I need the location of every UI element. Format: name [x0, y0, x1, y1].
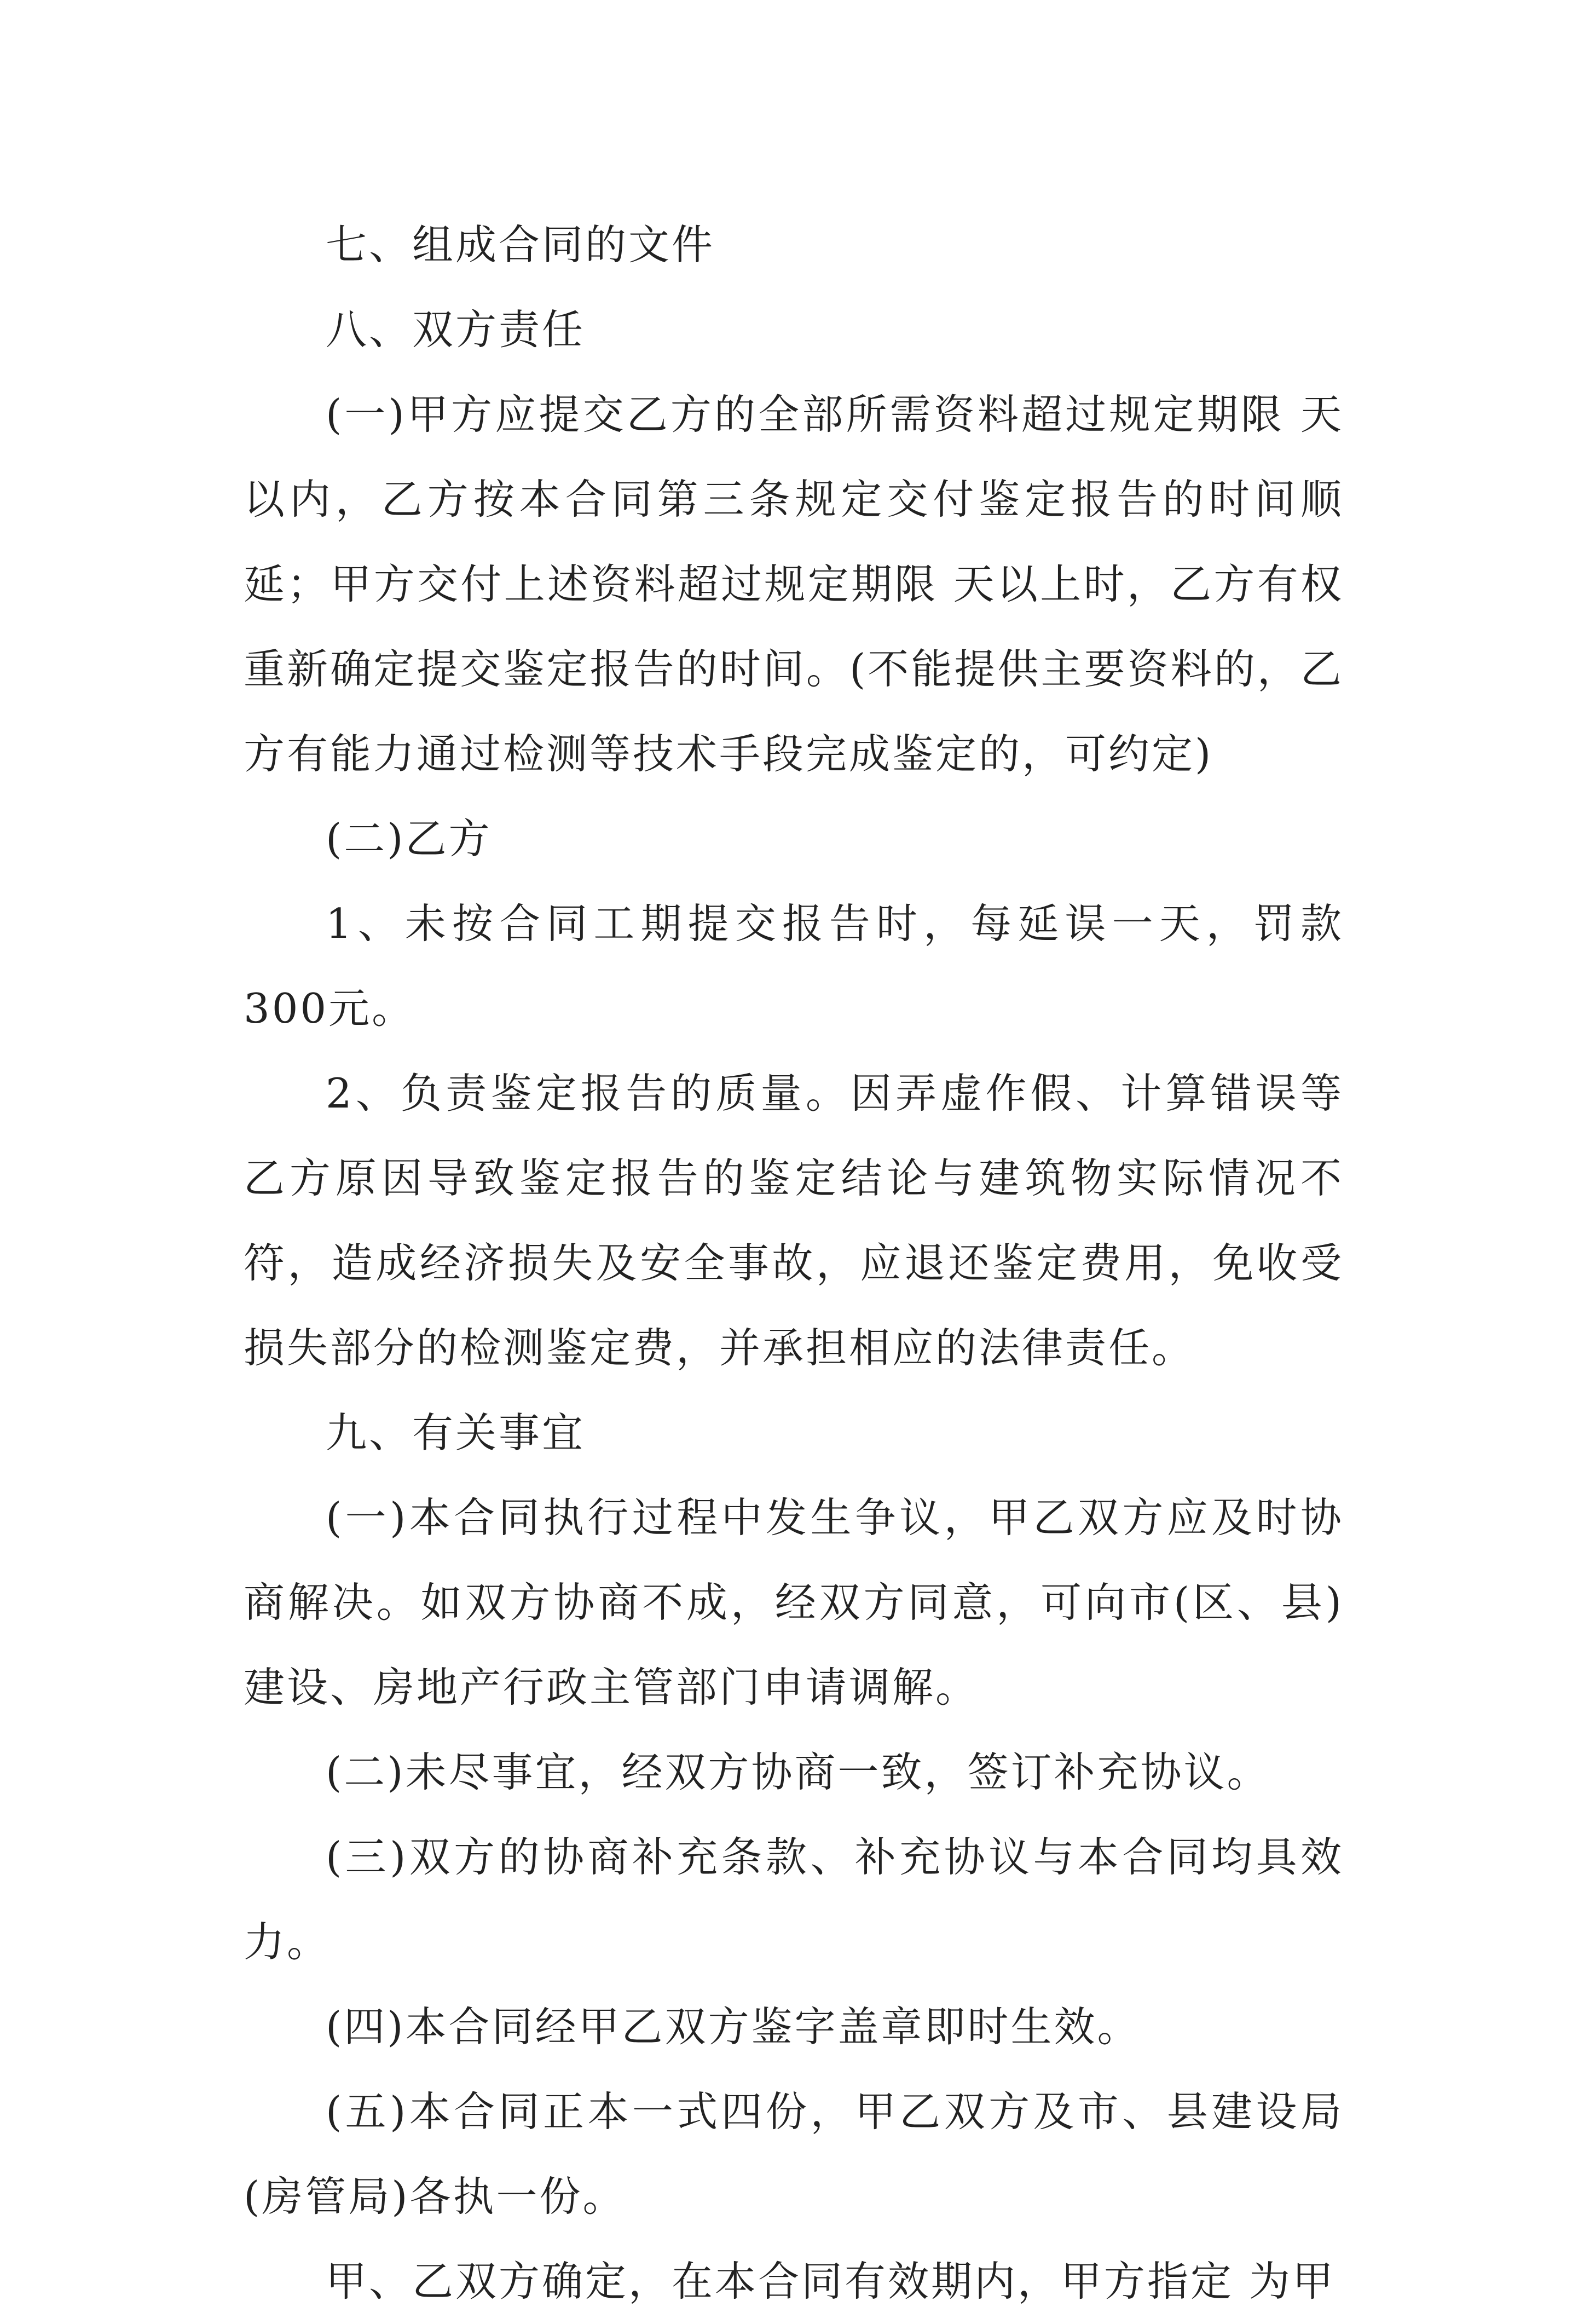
paragraph-copies: (五)本合同正本一式四份，甲乙双方及市、县建设局(房管局)各执一份。 [244, 2087, 1344, 2221]
paragraph-delay-penalty: 1、未按合同工期提交报告时，每延误一天，罚款300元。 [244, 899, 1344, 1033]
section-heading-related-matters: 九、有关事宜 [326, 1409, 586, 1457]
section-heading-contract-documents: 七、组成合同的文件 [326, 221, 715, 269]
subheading-party-b: (二)乙方 [326, 815, 492, 863]
paragraph-party-a-materials: (一)甲方应提交乙方的全部所需资料超过规定期限 天以内，乙方按本合同第三条规定交付鉴定报告的时间顺延；甲方交付上述资料超过规定期限 天以上时，乙方有权重新确定提交鉴定报告的时间。(不能提供主要资料的，乙方有能力通过检测等技术手段完成鉴定的，可约定) [244, 390, 1344, 778]
paragraph-supplementary-agreement: (二)未尽事宜，经双方协商一致，签订补充协议。 [326, 1748, 1270, 1796]
section-heading-responsibilities: 八、双方责任 [326, 305, 586, 354]
paragraph-equal-validity: (三)双方的协商补充条款、补充协议与本合同均具效力。 [244, 1833, 1344, 1966]
paragraph-report-quality: 2、负责鉴定报告的质量。因弄虚作假、计算错误等乙方原因导致鉴定报告的鉴定结论与建筑物实际情况不符，造成经济损失及安全事故，应退还鉴定费用，免收受损失部分的检测鉴定费，并承担相应的法律责任。 [244, 1069, 1344, 1372]
paragraph-dispute-resolution: (一)本合同执行过程中发生争议，甲乙双方应及时协商解决。如双方协商不成，经双方同意，可向市(区、县)建设、房地产行政主管部门申请调解。 [244, 1493, 1344, 1711]
paragraph-designated-representative: 甲、乙双方确定，在本合同有效期内，甲方指定 为甲 [326, 2257, 1336, 2305]
paragraph-effective-upon-signing: (四)本合同经甲乙双方鉴字盖章即时生效。 [326, 2003, 1141, 2051]
document-body [244, 203, 1344, 2324]
